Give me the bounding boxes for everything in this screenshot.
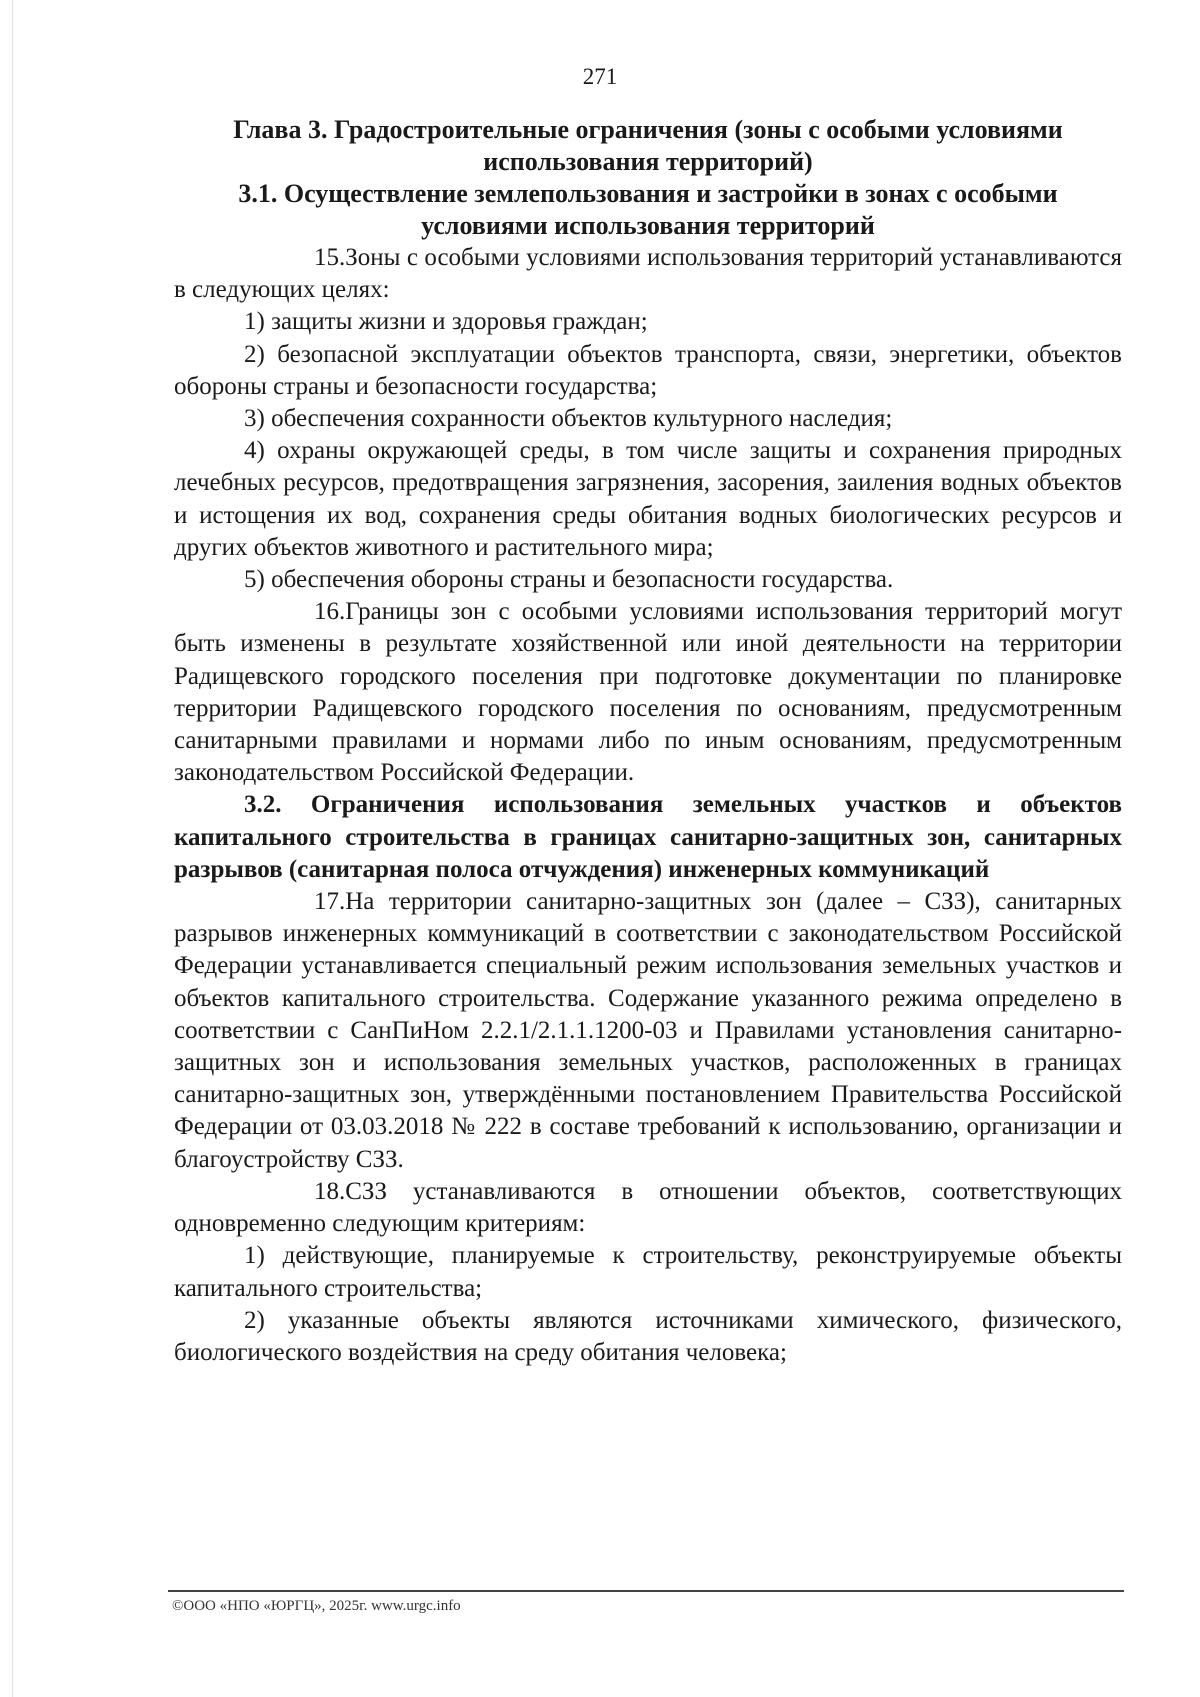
paragraph-number: 17.: [314, 888, 346, 916]
section-3-2-title: 3.2. Ограничения использования земельных участков и объектов капитального строительства в границах санитарно-защитных зон, санитарных разрывов (санитарная полоса отчуждения) инженерных коммуникаций: [174, 791, 1122, 883]
scan-edge-line: [12, 0, 13, 1697]
paragraph-number: 16.: [314, 598, 346, 626]
paragraph-16: [174, 596, 1122, 789]
list-item: 3) обеспечения сохранности объектов культурного наследия;: [244, 405, 893, 433]
paragraph-18: [174, 1176, 1122, 1240]
paragraph-text: Зоны с особыми условиями использования территорий устанавливаются в следующих целях:: [174, 244, 1122, 304]
list-item: 2) указанные объекты являются источниками химического, физического, биологического воздействия на среду обитания человека;: [174, 1306, 1122, 1366]
list-item: 1) действующие, планируемые к строительству, реконструируемые объекты капитального строительства;: [174, 1242, 1122, 1302]
chapter-title: Глава 3. Градостроительные ограничения (зоны с особыми условиями использования территорий): [233, 115, 1063, 176]
document-body: [174, 114, 1122, 1369]
footer-copyright: ©ООО «НПО «ЮРГЦ», 2025г. www.urgc.info: [172, 1598, 461, 1614]
footer-divider: [168, 1590, 1124, 1592]
paragraph-text: СЗЗ устанавливаются в отношении объектов, соответствующих одновременно следующим критериям:: [174, 1177, 1122, 1238]
section-3-1-title: 3.1. Осуществление землепользования и застройки в зонах с особыми условиями использования территорий: [238, 179, 1058, 240]
list-item: 1) защиты жизни и здоровья граждан;: [244, 308, 648, 336]
paragraph-number: 15.: [314, 244, 346, 271]
list-item: 4) охраны окружающей среды, в том числе защиты и сохранения природных лечебных ресурсов, предотвращения загрязнения, засорения, заиления водных объектов и истощения их вод, сохранения среды обитания водных биологических ресурсов и других объектов животного и растительного мира;: [174, 437, 1122, 561]
paragraph-15: [174, 242, 1122, 306]
page-number: 271: [582, 64, 618, 89]
paragraph-17: [174, 886, 1122, 1176]
paragraph-number: 18.: [314, 1177, 346, 1205]
list-item: 5) обеспечения обороны страны и безопасности государства.: [244, 566, 894, 594]
paragraph-text: На территории санитарно-защитных зон (далее – СЗЗ), санитарных разрывов инженерных коммуникаций в соответствии с законодательством Российской Федерации устанавливается специальный режим использования земельных участков и объектов капитального строительства. Содержание указанного режима определено в соответствии с СанПиНом 2.2.1/2.1.1.1200-03 и Правилами установления санитарно-защитных зон и использования земельных участков, расположенных в границах санитарно-защитных зон, утверждёнными постановлением Правительства Российской Федерации от 03.03.2018 № 222 в составе требований к использованию, организации и благоустройству СЗЗ.: [174, 888, 1122, 1173]
list-item: 2) безопасной эксплуатации объектов транспорта, связи, энергетики, объектов обороны страны и безопасности государства;: [174, 340, 1122, 400]
paragraph-text: Границы зон с особыми условиями использования территорий могут быть изменены в результате хозяйственной или иной деятельности на территории Радищевского городского поселения при подготовке документации по планировке территории Радищевского городского поселения по основаниям, предусмотренным санитарными правилами и нормами либо по иным основаниям, предусмотренным законодательством Российской Федерации.: [174, 598, 1122, 787]
